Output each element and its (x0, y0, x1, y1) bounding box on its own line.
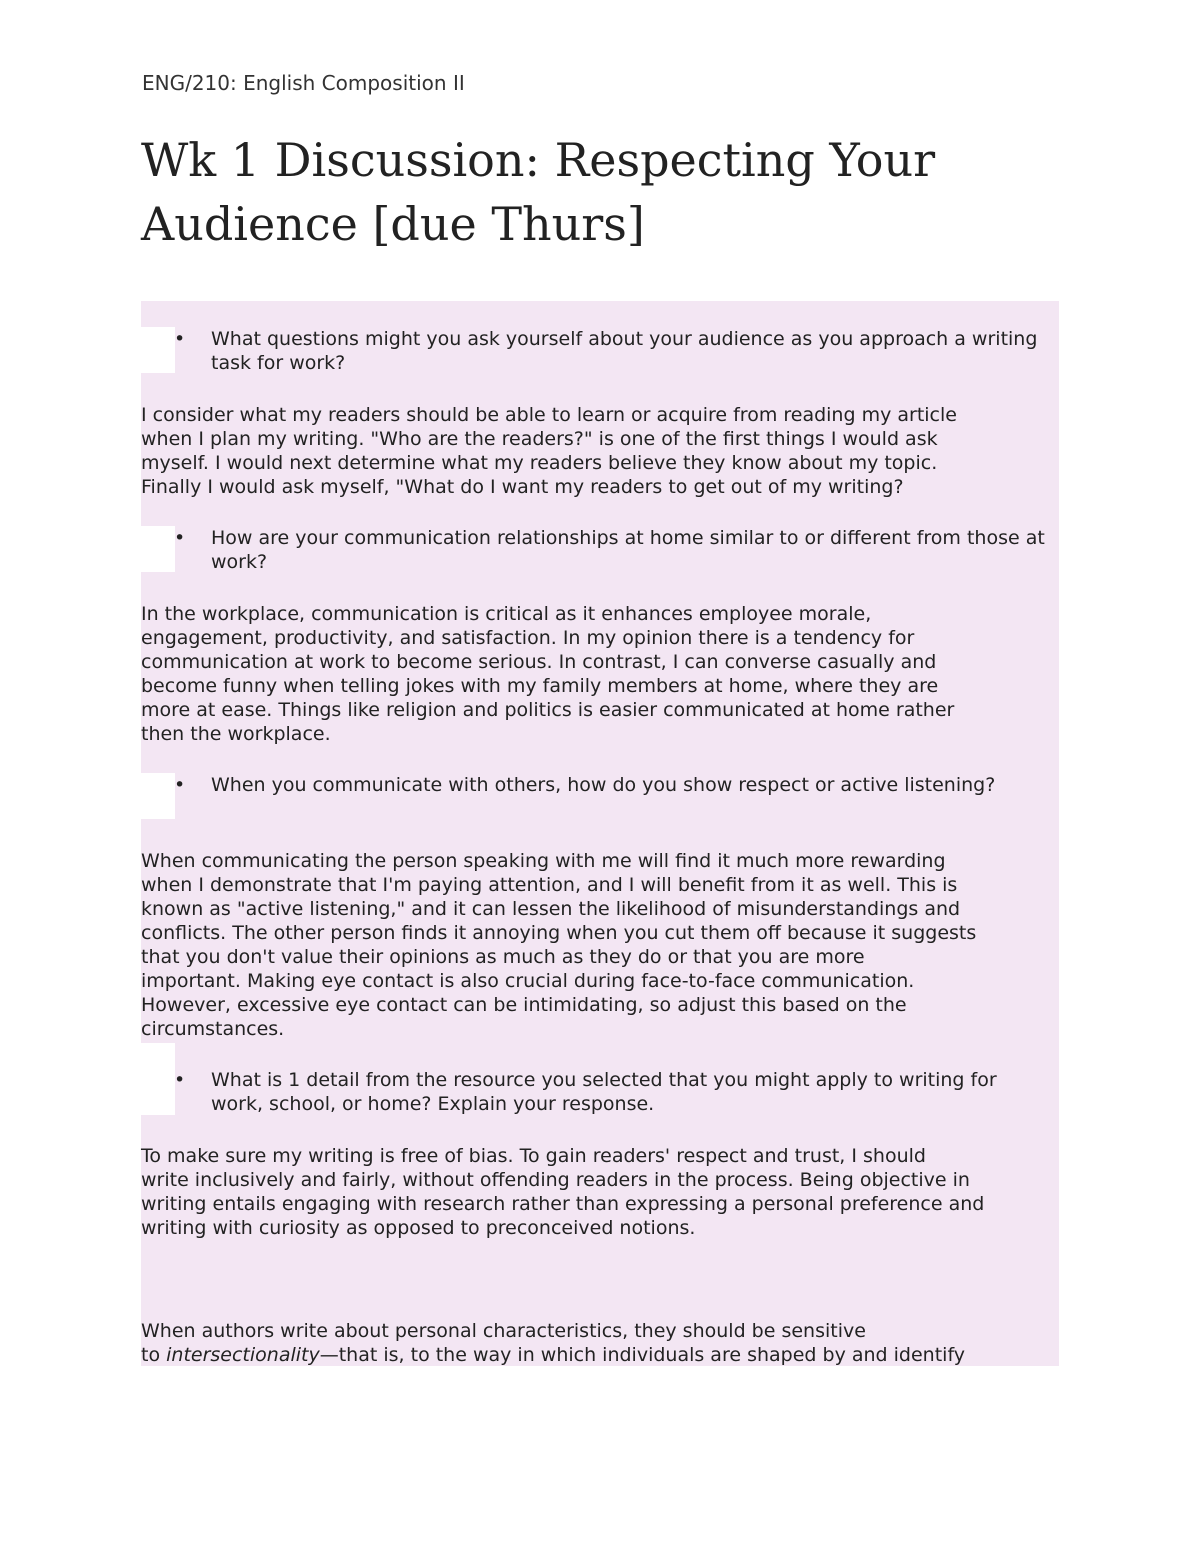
intersectionality-term: intersectionality (166, 1344, 320, 1366)
closing-suffix: —that is, to the way in which individuals are shaped by and identify (319, 1344, 966, 1366)
answer-paragraph: When communicating the person speaking with me will find it much more rewarding when I demonstrate that I'm paying attention, and I will benefit from it as well. This is known as "active listening," and it can lessen the likelihood of misunderstandings and conflicts. The other person finds it annoying when you cut them off because it suggests that you don't value their opinions as much as they do or that you are more important. Making eye contact is also crucial during face-to-face communication. However, excessive eye contact can be intimidating, so adjust this based on the circumstances. (141, 850, 977, 1040)
answer-paragraph: To make sure my writing is free of bias. To gain readers' respect and trust, I should write inclusively and fairly, without offending readers in the process. Being objective in writing entails engaging with research rather than expressing a personal preference and writing with curiosity as opposed to preconceived notions. (141, 1145, 985, 1239)
bullet-icon: • (174, 328, 186, 350)
closing-prefix: to (141, 1344, 167, 1366)
question-text: What questions might you ask yourself about your audience as you approach a writing task for work? (211, 328, 1038, 374)
question-text: What is 1 detail from the resource you selected that you might apply to writing for work, school, or home? Explain your response. (211, 1069, 997, 1115)
question-text: How are your communication relationships at home similar to or different from those at work? (211, 527, 1045, 573)
course-title: ENG/210: English Composition II (142, 71, 465, 95)
question-item (141, 327, 1059, 375)
closing-paragraph (141, 1319, 1059, 1367)
bullet-icon: • (174, 1069, 186, 1091)
bullet-icon: • (174, 774, 186, 796)
answer-paragraph: I consider what my readers should be able to learn or acquire from reading my article when I plan my writing. "Who are the readers?" is one of the first things I would ask myself. I would next determine what my readers believe they know about my topic. Finally I would ask myself, "What do I want my readers to get out of my writing? (141, 404, 957, 498)
question-item (141, 773, 1059, 797)
answer-paragraph: In the workplace, communication is critical as it enhances employee morale, engagement, productivity, and satisfaction. In my opinion there is a tendency for communication at work to become serious. In contrast, I can converse casually and become funny when telling jokes with my family members at home, where they are more at ease. Things like religion and politics is easier communicated at home rather then the workplace. (141, 603, 955, 745)
page-title: Wk 1 Discussion: Respecting Your Audience [due Thurs] (141, 133, 936, 251)
question-item (141, 1068, 1059, 1116)
closing-line: When authors write about personal characteristics, they should be sensitive (141, 1320, 866, 1342)
closing-line (141, 1343, 1059, 1367)
question-text: When you communicate with others, how do you show respect or active listening? (211, 774, 996, 796)
bullet-icon: • (174, 527, 186, 549)
question-item (141, 526, 1059, 574)
